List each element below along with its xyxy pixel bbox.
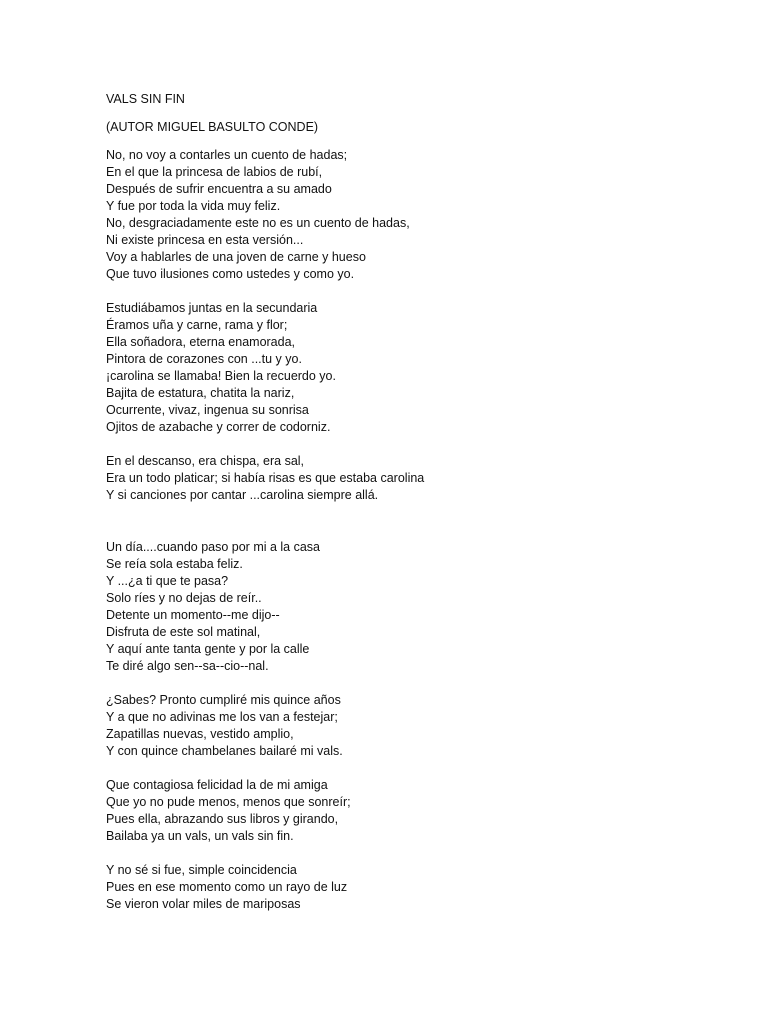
poem-line: Ni existe princesa en esta versión...: [106, 233, 304, 247]
poem-line: Y no sé si fue, simple coincidencia: [106, 863, 297, 877]
stanza: [106, 300, 706, 436]
poem-author: (AUTOR MIGUEL BASULTO CONDE): [106, 120, 319, 134]
poem-line: ¿Sabes? Pronto cumpliré mis quince años: [106, 693, 341, 707]
document-page: [106, 91, 706, 930]
stanza: [106, 453, 706, 504]
poem-line: Y si canciones por cantar ...carolina siempre allá.: [106, 488, 379, 502]
poem-line: Y con quince chambelanes bailaré mi vals.: [106, 744, 343, 758]
poem-line: Después de sufrir encuentra a su amado: [106, 182, 332, 196]
poem-line: Zapatillas nuevas, vestido amplio,: [106, 727, 294, 741]
poem-line: Pues ella, abrazando sus libros y girando,: [106, 812, 339, 826]
poem-line: Un día....cuando paso por mi a la casa: [106, 540, 321, 554]
poem-line: Pintora de corazones con ...tu y yo.: [106, 352, 302, 366]
poem-line: En el que la princesa de labios de rubí,: [106, 165, 323, 179]
poem-line: Que tuvo ilusiones como ustedes y como yo.: [106, 267, 355, 281]
poem-line: Disfruta de este sol matinal,: [106, 625, 261, 639]
stanza: [106, 539, 706, 675]
poem-line: Era un todo platicar; si había risas es que estaba carolina: [106, 471, 425, 485]
poem-line: Pues en ese momento como un rayo de luz: [106, 880, 348, 894]
poem-body: [106, 147, 706, 913]
poem-line: Estudiábamos juntas en la secundaria: [106, 301, 318, 315]
poem-line: En el descanso, era chispa, era sal,: [106, 454, 305, 468]
poem-line: Y aquí ante tanta gente y por la calle: [106, 642, 310, 656]
poem-line: Te diré algo sen--sa--cio--nal.: [106, 659, 269, 673]
poem-title: VALS SIN FIN: [106, 92, 185, 106]
stanza: [106, 862, 706, 913]
poem-line: Se reía sola estaba feliz.: [106, 557, 243, 571]
poem-line: Y fue por toda la vida muy feliz.: [106, 199, 281, 213]
poem-line: Y ...¿a ti que te pasa?: [106, 574, 229, 588]
stanza: [106, 692, 706, 760]
poem-line: Éramos uña y carne, rama y flor;: [106, 318, 288, 332]
poem-line: ¡carolina se llamaba! Bien la recuerdo yo.: [106, 369, 336, 383]
poem-line: Bajita de estatura, chatita la nariz,: [106, 386, 295, 400]
stanza: [106, 777, 706, 845]
stanza: [106, 147, 706, 283]
poem-line: Y a que no adivinas me los van a festejar;: [106, 710, 338, 724]
poem-line: No, desgraciadamente este no es un cuento de hadas,: [106, 216, 410, 230]
poem-line: No, no voy a contarles un cuento de hadas;: [106, 148, 348, 162]
poem-line: Bailaba ya un vals, un vals sin fin.: [106, 829, 294, 843]
poem-line: Voy a hablarles de una joven de carne y hueso: [106, 250, 366, 264]
poem-line: Solo ríes y no dejas de reír..: [106, 591, 262, 605]
poem-line: Que contagiosa felicidad la de mi amiga: [106, 778, 328, 792]
poem-line: Ojitos de azabache y correr de codorniz.: [106, 420, 331, 434]
poem-line: Ella soñadora, eterna enamorada,: [106, 335, 296, 349]
poem-line: Que yo no pude menos, menos que sonreír;: [106, 795, 351, 809]
poem-line: Ocurrente, vivaz, ingenua su sonrisa: [106, 403, 309, 417]
poem-line: Se vieron volar miles de mariposas: [106, 897, 301, 911]
poem-line: Detente un momento--me dijo--: [106, 608, 280, 622]
